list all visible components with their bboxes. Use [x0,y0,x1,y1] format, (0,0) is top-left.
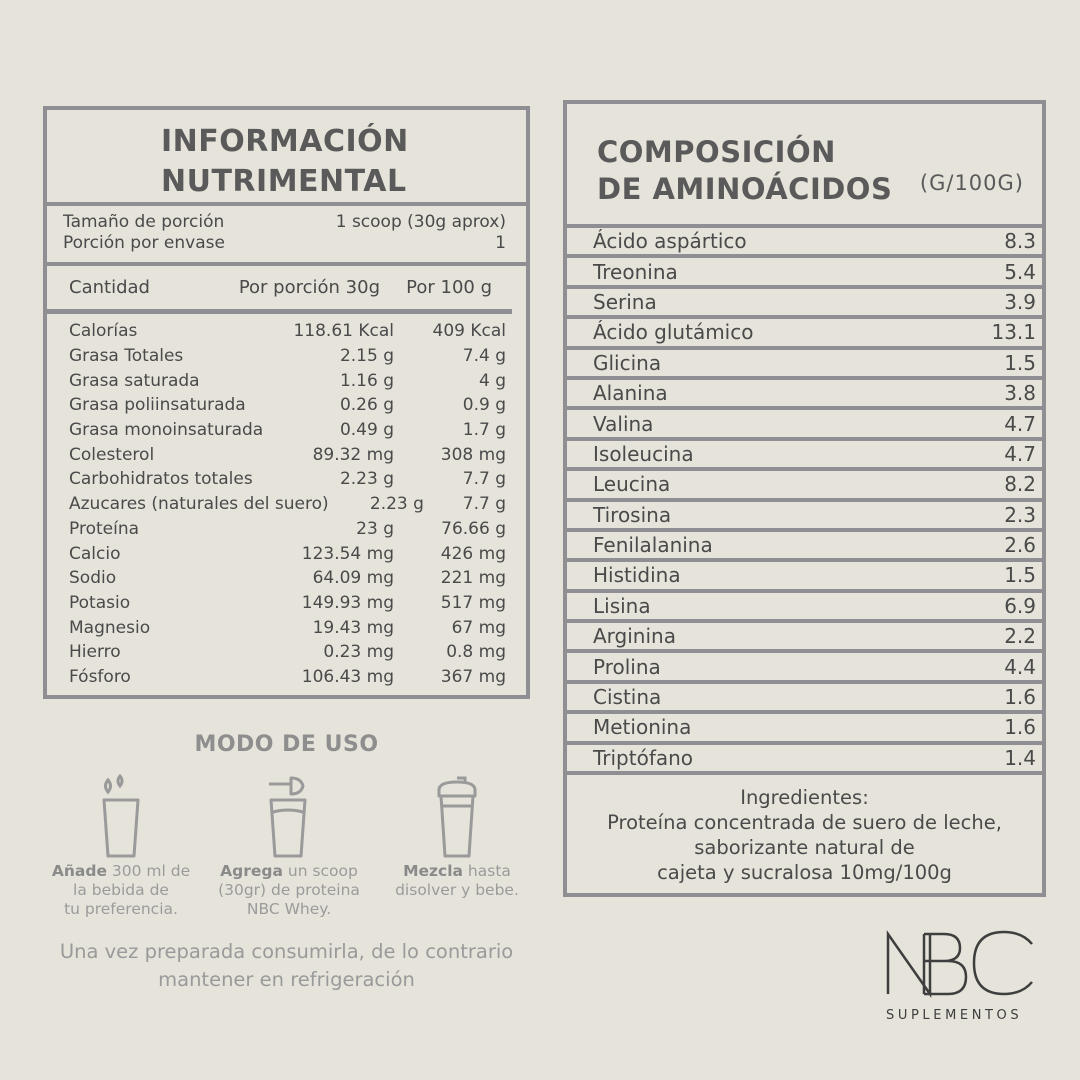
nutrient-per-serving: 89.32 mg [312,444,394,465]
nutrient-per-serving: 149.93 mg [301,592,394,613]
amino-value: 2.6 [1004,533,1036,558]
nbc-logo [884,928,1040,1024]
nutrition-row [69,492,506,517]
header-quantity: Cantidad [69,277,150,298]
nutrient-name: Magnesio [69,617,151,638]
amino-row [567,653,1042,683]
amino-name: Arginina [593,624,676,649]
amino-row [567,623,1042,653]
nutrient-name: Potasio [69,592,131,613]
nutrition-row [69,442,506,467]
amino-name: Isoleucina [593,441,694,466]
shaker-icon [372,772,542,860]
nutrient-per-100g: 4 g [478,370,506,391]
nutrition-title-line2: NUTRIMENTAL [161,164,407,199]
nutrition-row [69,566,506,591]
glass-drops-icon [36,772,206,860]
amino-row [567,258,1042,288]
nutrient-per-serving: 23 g [356,518,394,539]
step-verb: Agrega [220,862,283,880]
serving-size-value: 1 scoop (30g aprox) [335,212,506,232]
servings-value: 1 [495,233,506,253]
nutrient-name: Carbohidratos totales [69,469,253,490]
nutrient-per-serving: 118.61 Kcal [293,321,394,342]
nutrient-per-100g: 67 mg [451,617,506,638]
amino-value: 1.4 [1004,745,1036,770]
step-line: hasta [463,862,511,880]
amino-name: Prolina [593,654,661,679]
amino-name: Cistina [593,685,662,710]
nutrient-name: Fósforo [69,666,131,687]
amino-name: Tirosina [593,502,672,527]
nutrient-name: Azucares (naturales del suero) [69,494,329,515]
nutrient-per-100g: 0.9 g [462,395,506,416]
nutrient-per-100g: 367 mg [440,666,506,687]
amino-name: Alanina [593,381,668,406]
nutrient-per-100g: 0.8 mg [446,642,506,663]
amino-row [567,228,1042,258]
nutrient-per-100g: 1.7 g [462,420,506,441]
usage-step-scoop [204,772,374,919]
nutrient-per-100g: 76.66 g [441,518,506,539]
amino-row [567,593,1042,623]
amino-value: 2.2 [1004,624,1036,649]
step-text [36,862,206,919]
ingredients-label: Ingredientes: [740,786,869,810]
usage-step-mix [372,772,542,900]
amino-name: Treonina [593,259,678,284]
nutrition-row [69,640,506,665]
nutrient-per-100g: 221 mg [440,568,506,589]
amino-value: 3.8 [1004,381,1036,406]
step-line: un scoop [282,862,358,880]
amino-value: 4.7 [1004,411,1036,436]
amino-name: Fenilalanina [593,533,713,558]
amino-value: 1.6 [1004,685,1036,710]
nutrient-per-100g: 517 mg [440,592,506,613]
nutrient-per-serving: 123.54 mg [301,543,394,564]
storage-note [43,938,530,994]
amino-value: 4.7 [1004,441,1036,466]
amino-row [567,410,1042,440]
amino-name: Triptófano [593,745,694,770]
nutrient-per-serving: 1.16 g [339,370,394,391]
nutrition-row [69,418,506,443]
nutrient-per-100g: 426 mg [440,543,506,564]
step-verb: Mezcla [403,862,463,880]
nutrient-per-serving: 2.15 g [339,346,394,367]
amino-value: 13.1 [991,320,1036,345]
nutrient-per-100g: 308 mg [440,444,506,465]
nutrition-row [69,517,506,542]
amino-row [567,471,1042,501]
nutrient-per-100g: 7.4 g [462,346,506,367]
amino-name: Ácido glutámico [593,320,754,345]
nutrient-name: Grasa Totales [69,346,184,367]
step-verb: Añade [51,862,107,880]
nutrient-per-serving: 2.23 g [339,469,394,490]
amino-row [567,441,1042,471]
note-line: Una vez preparada consumirla, de lo contrario [59,940,514,963]
step-line: disolver y bebe. [395,881,519,899]
amino-value: 8.3 [1004,229,1036,254]
serving-info [47,206,526,266]
nutrition-title [47,110,526,206]
step-line: (30gr) de proteina [218,881,360,899]
serving-size-label: Tamaño de porción [63,212,225,232]
amino-row [567,380,1042,410]
step-line: la bebida de [73,881,169,899]
nutrition-row [69,319,506,344]
step-text [372,862,542,900]
amino-name: Leucina [593,472,671,497]
amino-name: Serina [593,289,657,314]
amino-name: Ácido aspártico [593,229,747,254]
amino-name: Histidina [593,563,681,588]
amino-title [567,104,1042,228]
nutrient-per-serving: 0.26 g [339,395,394,416]
header-per-100g: Por 100 g [406,277,492,298]
glass-scoop-icon [204,772,374,860]
nutrient-name: Proteína [69,518,140,539]
header-per-serving: Por porción 30g [238,277,380,298]
amino-name: Lisina [593,593,651,618]
nutrition-row [69,344,506,369]
nutrition-row [69,615,506,640]
nutrient-per-serving: 0.49 g [339,420,394,441]
amino-value: 1.5 [1004,350,1036,375]
nutrient-per-serving: 0.23 mg [323,642,394,663]
nutrient-name: Calcio [69,543,121,564]
ingredients-line: cajeta y sucralosa 10mg/100g [657,861,952,885]
nutrient-per-100g: 7.7 g [462,494,506,515]
amino-value: 3.9 [1004,289,1036,314]
nutrition-row [69,591,506,616]
nutrition-panel [43,106,530,699]
logo-subtitle: SUPLEMENTOS [886,1008,1023,1023]
amino-value: 8.2 [1004,472,1036,497]
amino-value: 2.3 [1004,502,1036,527]
amino-panel [563,100,1046,897]
nutrient-name: Sodio [69,568,117,589]
amino-row [567,350,1042,380]
nutrition-header-row [47,266,512,314]
note-line: mantener en refrigeración [158,968,415,991]
nutrient-per-100g: 409 Kcal [432,321,506,342]
amino-value: 1.5 [1004,563,1036,588]
nutrient-per-100g: 7.7 g [462,469,506,490]
nutrition-row [69,368,506,393]
nutrition-title-line1: INFORMACIÓN [161,124,409,159]
nutrient-per-serving: 19.43 mg [312,617,394,638]
nutrient-per-serving: 106.43 mg [301,666,394,687]
nutrient-name: Grasa saturada [69,370,200,391]
amino-value: 6.9 [1004,593,1036,618]
amino-row [567,532,1042,562]
amino-row [567,289,1042,319]
amino-unit: (G/100G) [919,171,1024,195]
nutrient-name: Grasa poliinsaturada [69,395,246,416]
servings-label: Porción por envase [63,233,225,253]
nutrition-row [69,393,506,418]
amino-row [567,714,1042,744]
ingredients-line: saborizante natural de [694,836,915,860]
amino-row [567,684,1042,714]
usage-title: MODO DE USO [194,732,379,757]
amino-row [567,745,1042,775]
amino-title-line1: COMPOSICIÓN [597,135,836,169]
nutrient-name: Calorías [69,321,138,342]
amino-row [567,502,1042,532]
ingredients [567,775,1042,885]
step-line: NBC Whey. [246,900,332,918]
amino-title-line2: DE AMINOÁCIDOS [597,172,893,206]
amino-row [567,319,1042,349]
amino-value: 1.6 [1004,715,1036,740]
amino-value: 4.4 [1004,654,1036,679]
nutrition-rows [47,314,526,689]
amino-rows [567,228,1042,775]
nutrient-name: Hierro [69,642,121,663]
nutrition-row [69,541,506,566]
amino-row [567,562,1042,592]
nutrient-per-serving: 64.09 mg [312,568,394,589]
step-line: 300 ml de [106,862,191,880]
nutrition-row [69,467,506,492]
amino-value: 5.4 [1004,259,1036,284]
amino-name: Metionina [593,715,692,740]
nutrient-name: Grasa monoinsaturada [69,420,264,441]
step-line: tu preferencia. [64,900,178,918]
step-text [204,862,374,919]
nutrient-per-serving: 2.23 g [369,494,424,515]
amino-name: Glicina [593,350,662,375]
amino-name: Valina [593,411,654,436]
nutrition-row [69,665,506,690]
usage-step-add [36,772,206,919]
nutrient-name: Colesterol [69,444,155,465]
ingredients-line: Proteína concentrada de suero de leche, [607,811,1002,835]
